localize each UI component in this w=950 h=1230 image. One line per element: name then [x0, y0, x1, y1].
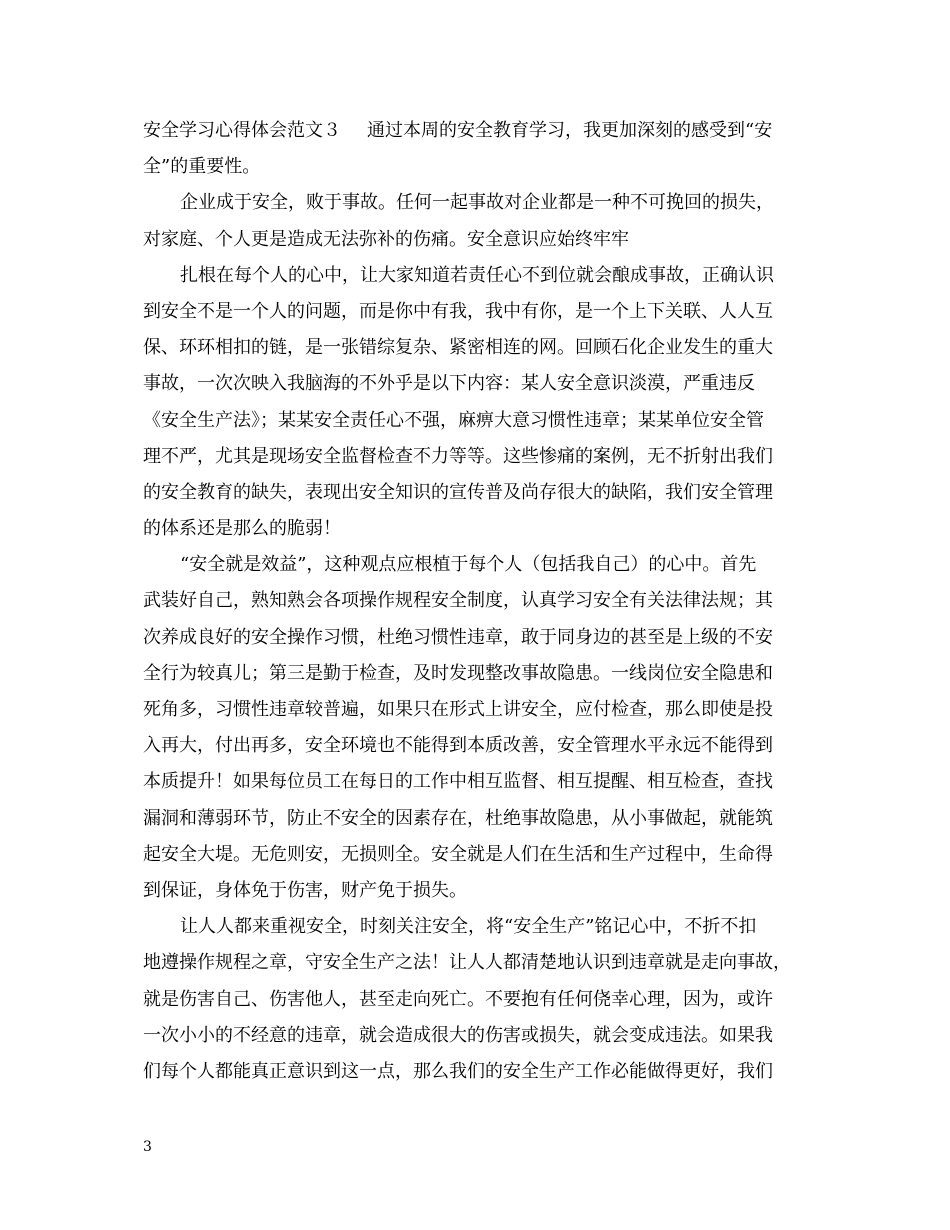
paragraph-first-line: 让人人都来重视安全，时刻关注安全，将“安全生产”铭记心中，不折不扣 — [180, 916, 757, 938]
document-title: 安全学习心得体会范文３ — [143, 120, 341, 141]
page-number: 3 — [143, 1139, 152, 1155]
text-line: 地遵操作规程之章，守安全生产之法！让人人都清楚地认识到违章就是走向事故， — [143, 952, 791, 974]
text-line — [143, 113, 810, 149]
text-line: 就是伤害自己、伤害他人，甚至走向死亡。不要抱有任何侥幸心理，因为，或许 — [143, 988, 773, 1010]
text-segment: 通过本周的安全教育学习，我更加深刻的感受到“安 — [367, 120, 773, 141]
text-line: 全”的重要性。 — [143, 156, 261, 178]
text-line: 漏洞和薄弱环节，防止不安全的因素存在，杜绝事故隐患，从小事做起，就能筑 — [143, 807, 773, 829]
text-line: 入再大，付出再多，安全环境也不能得到本质改善，安全管理水平永远不能得到 — [143, 735, 773, 757]
document-body — [143, 113, 810, 1090]
text-line: 到保证，身体免于伤害，财产免于损失。 — [143, 879, 467, 901]
text-line: 本质提升！如果每位员工在每日的工作中相互监督、相互提醒、相互检查，查找 — [143, 771, 773, 793]
text-line: 事故，一次次映入我脑海的不外乎是以下内容：某人安全意识淡漠，严重违反 — [143, 373, 755, 395]
text-line: 的体系还是那么的脆弱！ — [143, 518, 341, 540]
text-line: 次养成良好的安全操作习惯，杜绝习惯性违章，敢于同身边的甚至是上级的不安 — [143, 626, 773, 648]
text-line: 保、环环相扣的链，是一张错综复杂、紧密相连的网。回顾石化企业发生的重大 — [143, 337, 773, 359]
text-line: 对家庭、个人更是造成无法弥补的伤痛。安全意识应始终牢牢 — [143, 228, 629, 250]
text-line: 一次小小的不经意的违章，就会造成很大的伤害或损失，就会变成违法。如果我 — [143, 1024, 773, 1046]
text-line: 们每个人都能真正意识到这一点，那么我们的安全生产工作必能做得更好，我们 — [143, 1060, 773, 1082]
text-line: 的安全教育的缺失，表现出安全知识的宣传普及尚存很大的缺陷，我们安全管理 — [143, 481, 773, 503]
text-line: 到安全不是一个人的问题，而是你中有我，我中有你，是一个上下关联、人人互 — [143, 300, 773, 322]
text-line: 理不严，尤其是现场安全监督检查不力等等。这些惨痛的案例，无不折射出我们 — [143, 445, 773, 467]
text-line: 起安全大堤。无危则安，无损则全。安全就是人们在生活和生产过程中，生命得 — [143, 843, 773, 865]
text-line: 武装好自己，熟知熟会各项操作规程安全制度，认真学习安全有关法律法规；其 — [143, 590, 773, 612]
text-line: 《安全生产法》；某某安全责任心不强，麻痹大意习惯性违章；某某单位安全管 — [143, 409, 764, 431]
paragraph-first-line: “安全就是效益”，这种观点应根植于每个人（包括我自己）的心中。首先 — [180, 554, 757, 576]
text-line: 全行为较真儿；第三是勤于检查，及时发现整改事故隐患。一线岗位安全隐患和 — [143, 662, 773, 684]
paragraph-first-line: 扎根在每个人的心中，让大家知道若责任心不到位就会酿成事故，正确认识 — [180, 264, 774, 286]
text-line: 死角多，习惯性违章较普遍，如果只在形式上讲安全，应付检查，那么即使是投 — [143, 699, 773, 720]
paragraph-first-line: 企业成于安全，败于事故。任何一起事故对企业都是一种不可挽回的损失， — [180, 192, 774, 214]
